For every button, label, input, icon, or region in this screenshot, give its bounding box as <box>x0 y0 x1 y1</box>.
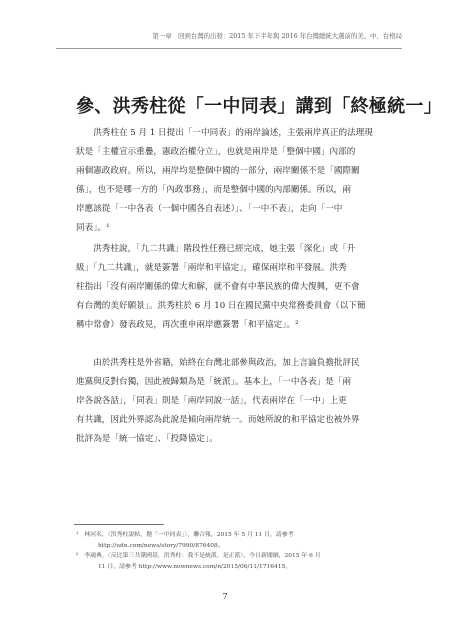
paragraph-line: 係」，也不是哪一方的「內政事務」，而是整個中國的內部關係。所以，兩 <box>76 185 351 195</box>
paragraph-2 <box>76 240 402 335</box>
paragraph-line: 稱中常會）發表政見，再次重申兩岸應簽署「和平協定」。² <box>76 320 299 330</box>
paragraph-line: 有共識，因此外界認為此說是傾向兩岸統一。而她所說的和平協定也被外界 <box>76 415 360 425</box>
footnote-line: ¹ 林河名，〈洪秀柱說帖，拋「一中同表」〉，聯合報，2015 年 5 月 11 日，請參考 <box>76 532 294 538</box>
paragraph-line: 狀是「主權宣示重疊，憲政治權分立」，也就是兩岸是「整個中國」內部的 <box>76 147 356 157</box>
paragraph-line: 洪秀柱在 5 月 1 日提出「一中同表」的兩岸論述，主張兩岸真正的法理現 <box>76 128 373 138</box>
section-title: 參、洪秀柱從「一中同表」講到「終極統一」 <box>76 96 442 117</box>
paragraph-line: 由於洪秀柱是外省籍，始終在台灣北部參與政治，加上言論負擔批評民 <box>76 358 360 368</box>
paragraph-line: 級」「九二共識」，就是簽署「兩岸和平協定」，確保兩岸和平發展。洪秀 <box>76 263 347 273</box>
paragraph-line: 柱指出「沒有兩岸關係的偉大和解，就不會有中華民族的偉大復興，更不會 <box>76 282 360 292</box>
paragraph-3 <box>76 354 402 449</box>
footnote-line: ² 李鴻典，〈反比第三共黨國基，洪秀柱：我不是統派、是正派〉，今日新聞網，2015 年 6 月 <box>76 553 321 559</box>
running-header <box>56 28 402 49</box>
footnote-link[interactable]: 11 日，請參考 http://www.nownews.com/n/2015/06/11/1716415。 <box>98 563 292 570</box>
running-head-text: 第一章 回到台灣的出發：2015 年下半年與 2016 年台灣總統大選前的美、中、台格局 <box>152 32 402 40</box>
paragraph-line: 批評為是「統一協定」、「投降協定」。 <box>76 434 218 444</box>
paragraph-line: 同表」。¹ <box>76 223 110 233</box>
footnotes <box>76 530 406 572</box>
footnote-link[interactable]: http://udn.com/news/story/7990/876408。 <box>98 542 224 549</box>
paragraph-line: 洪秀柱說，「九二共識」階段性任務已經完成，她主張「深化」或「升 <box>76 244 356 254</box>
footnote-divider <box>74 524 164 525</box>
paragraph-line: 岸應該從「一中各表（一個中國各自表述）」、「一中不表」，走向「一中 <box>76 204 343 214</box>
paragraph-line: 進黨與反對台獨，因此被歸類為是「統派」。基本上，「一中各表」是「兩 <box>76 377 351 387</box>
paragraph-line: 兩個憲政政府。所以，兩岸均是整個中國的一部分，兩岸關係不是「國際關 <box>76 166 360 176</box>
paragraph-line: 有台灣的美好願景」。洪秀柱於 6 月 10 日在國民黨中央常務委員會（以下簡 <box>76 301 366 311</box>
paragraph-1 <box>76 124 402 238</box>
paragraph-line: 岸各說各話」，「同表」則是「兩岸同說一話」，代表兩岸在「一中」上更 <box>76 396 347 406</box>
page-number: 7 <box>222 592 228 601</box>
